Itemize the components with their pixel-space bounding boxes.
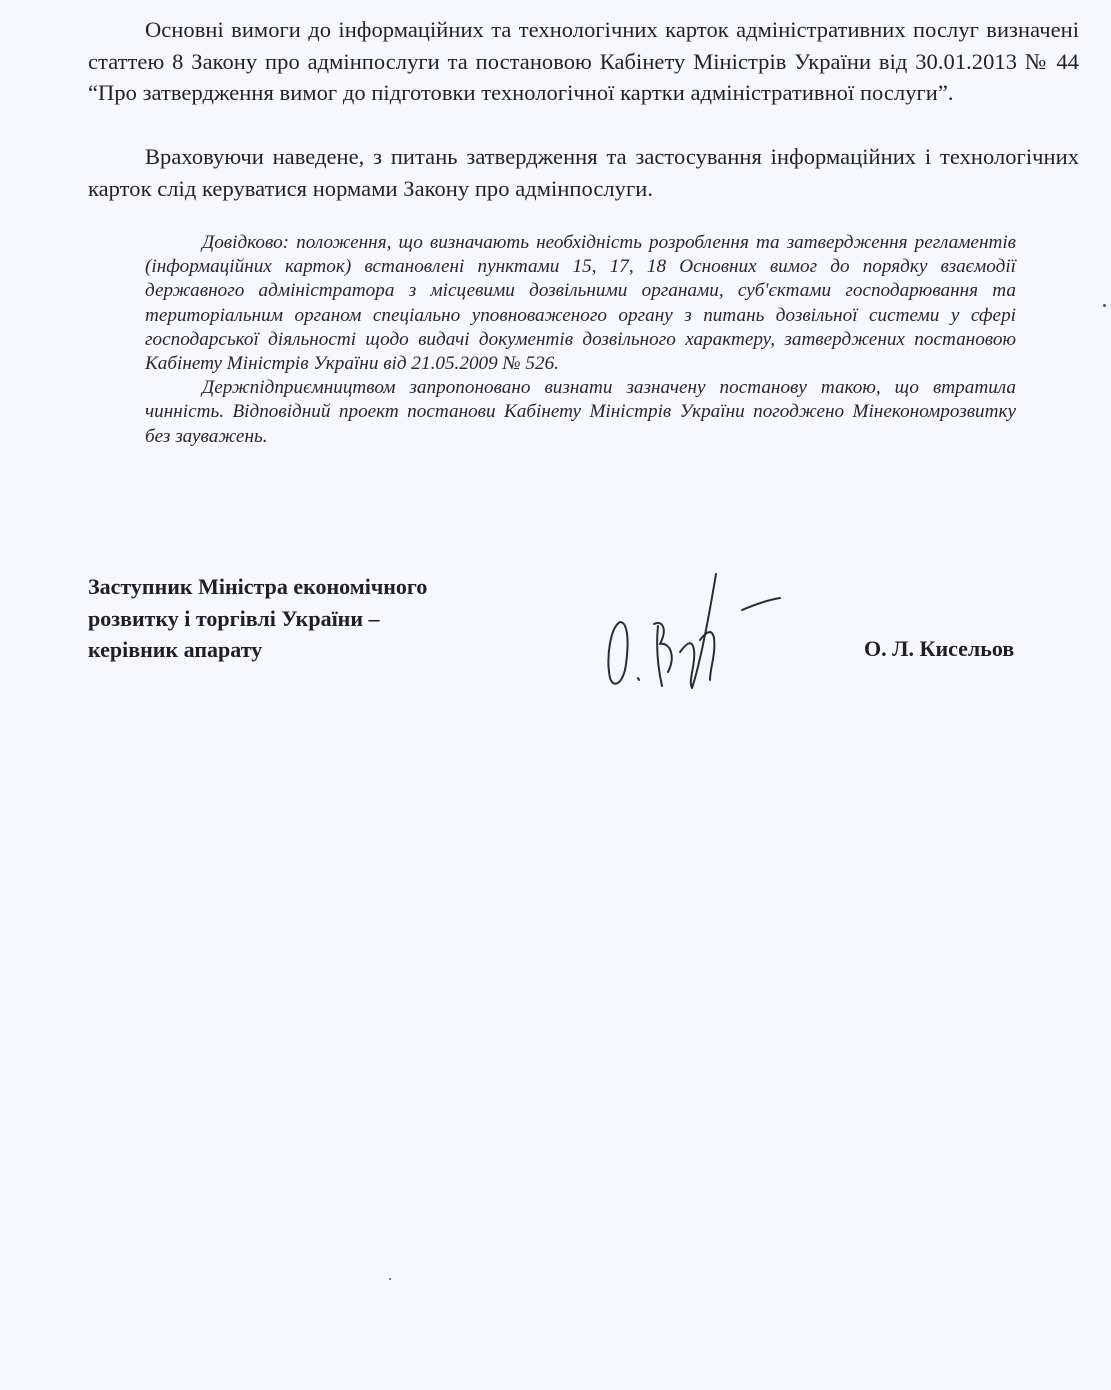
paragraph-text: Основні вимоги до інформаційних та технологічних карток адміністративних послуг визначені статтею 8 Закону про адмінпослуги та постановою Кабінету Міністрів України від 30.01.2013 № 44 “Про затвердження вимог до підготовки технологічної картки адміністративної послуги”. [88,17,1079,106]
scan-speck [1103,304,1106,307]
reference-paragraph-2: Держпідприємництвом запропоновано визнати зазначену постанову такою, що втратила чинність. Відповідний проект постанови Кабінету Міністрів України погоджено Мінекономрозвитку без зауважень. [145,377,1016,447]
signatory-title-line-1: Заступник Міністра економічного [88,574,428,599]
signatory-title-line-2: розвитку і торгівлі України – [88,605,380,631]
reference-paragraph-1: Довідково: положення, що визначають необхідність розроблення та затвердження регламентів (інформаційних карток) встановлені пунктами 15, 17, 18 Основних вимог до порядку взаємодії державного адміністратора з місцевими дозвільними органами, суб'єктами господарювання та територіальним органом спеціально уповноваженого органу з питань дозвільної системи у сфері господарської діяльності щодо видачі документів дозвільного характеру, затверджених постановою Кабінету Міністрів України від 21.05.2009 № 526. [145,232,1016,375]
reference-note [145,231,1016,449]
signatory-name: О. Л. Кисельов [864,636,1015,661]
paragraph-text: Враховуючи наведене, з питань затвердження та застосування інформаційних і технологічних карток слід керуватися нормами Закону про адмінпослуги. [88,144,1079,201]
handwritten-signature [596,568,796,698]
signatory-title-line-3: керівник апарату [88,637,263,662]
scan-speck [389,1278,391,1280]
body-paragraph-2 [88,141,1079,204]
signatory-title [88,571,427,666]
body-paragraph-1 [88,14,1079,109]
